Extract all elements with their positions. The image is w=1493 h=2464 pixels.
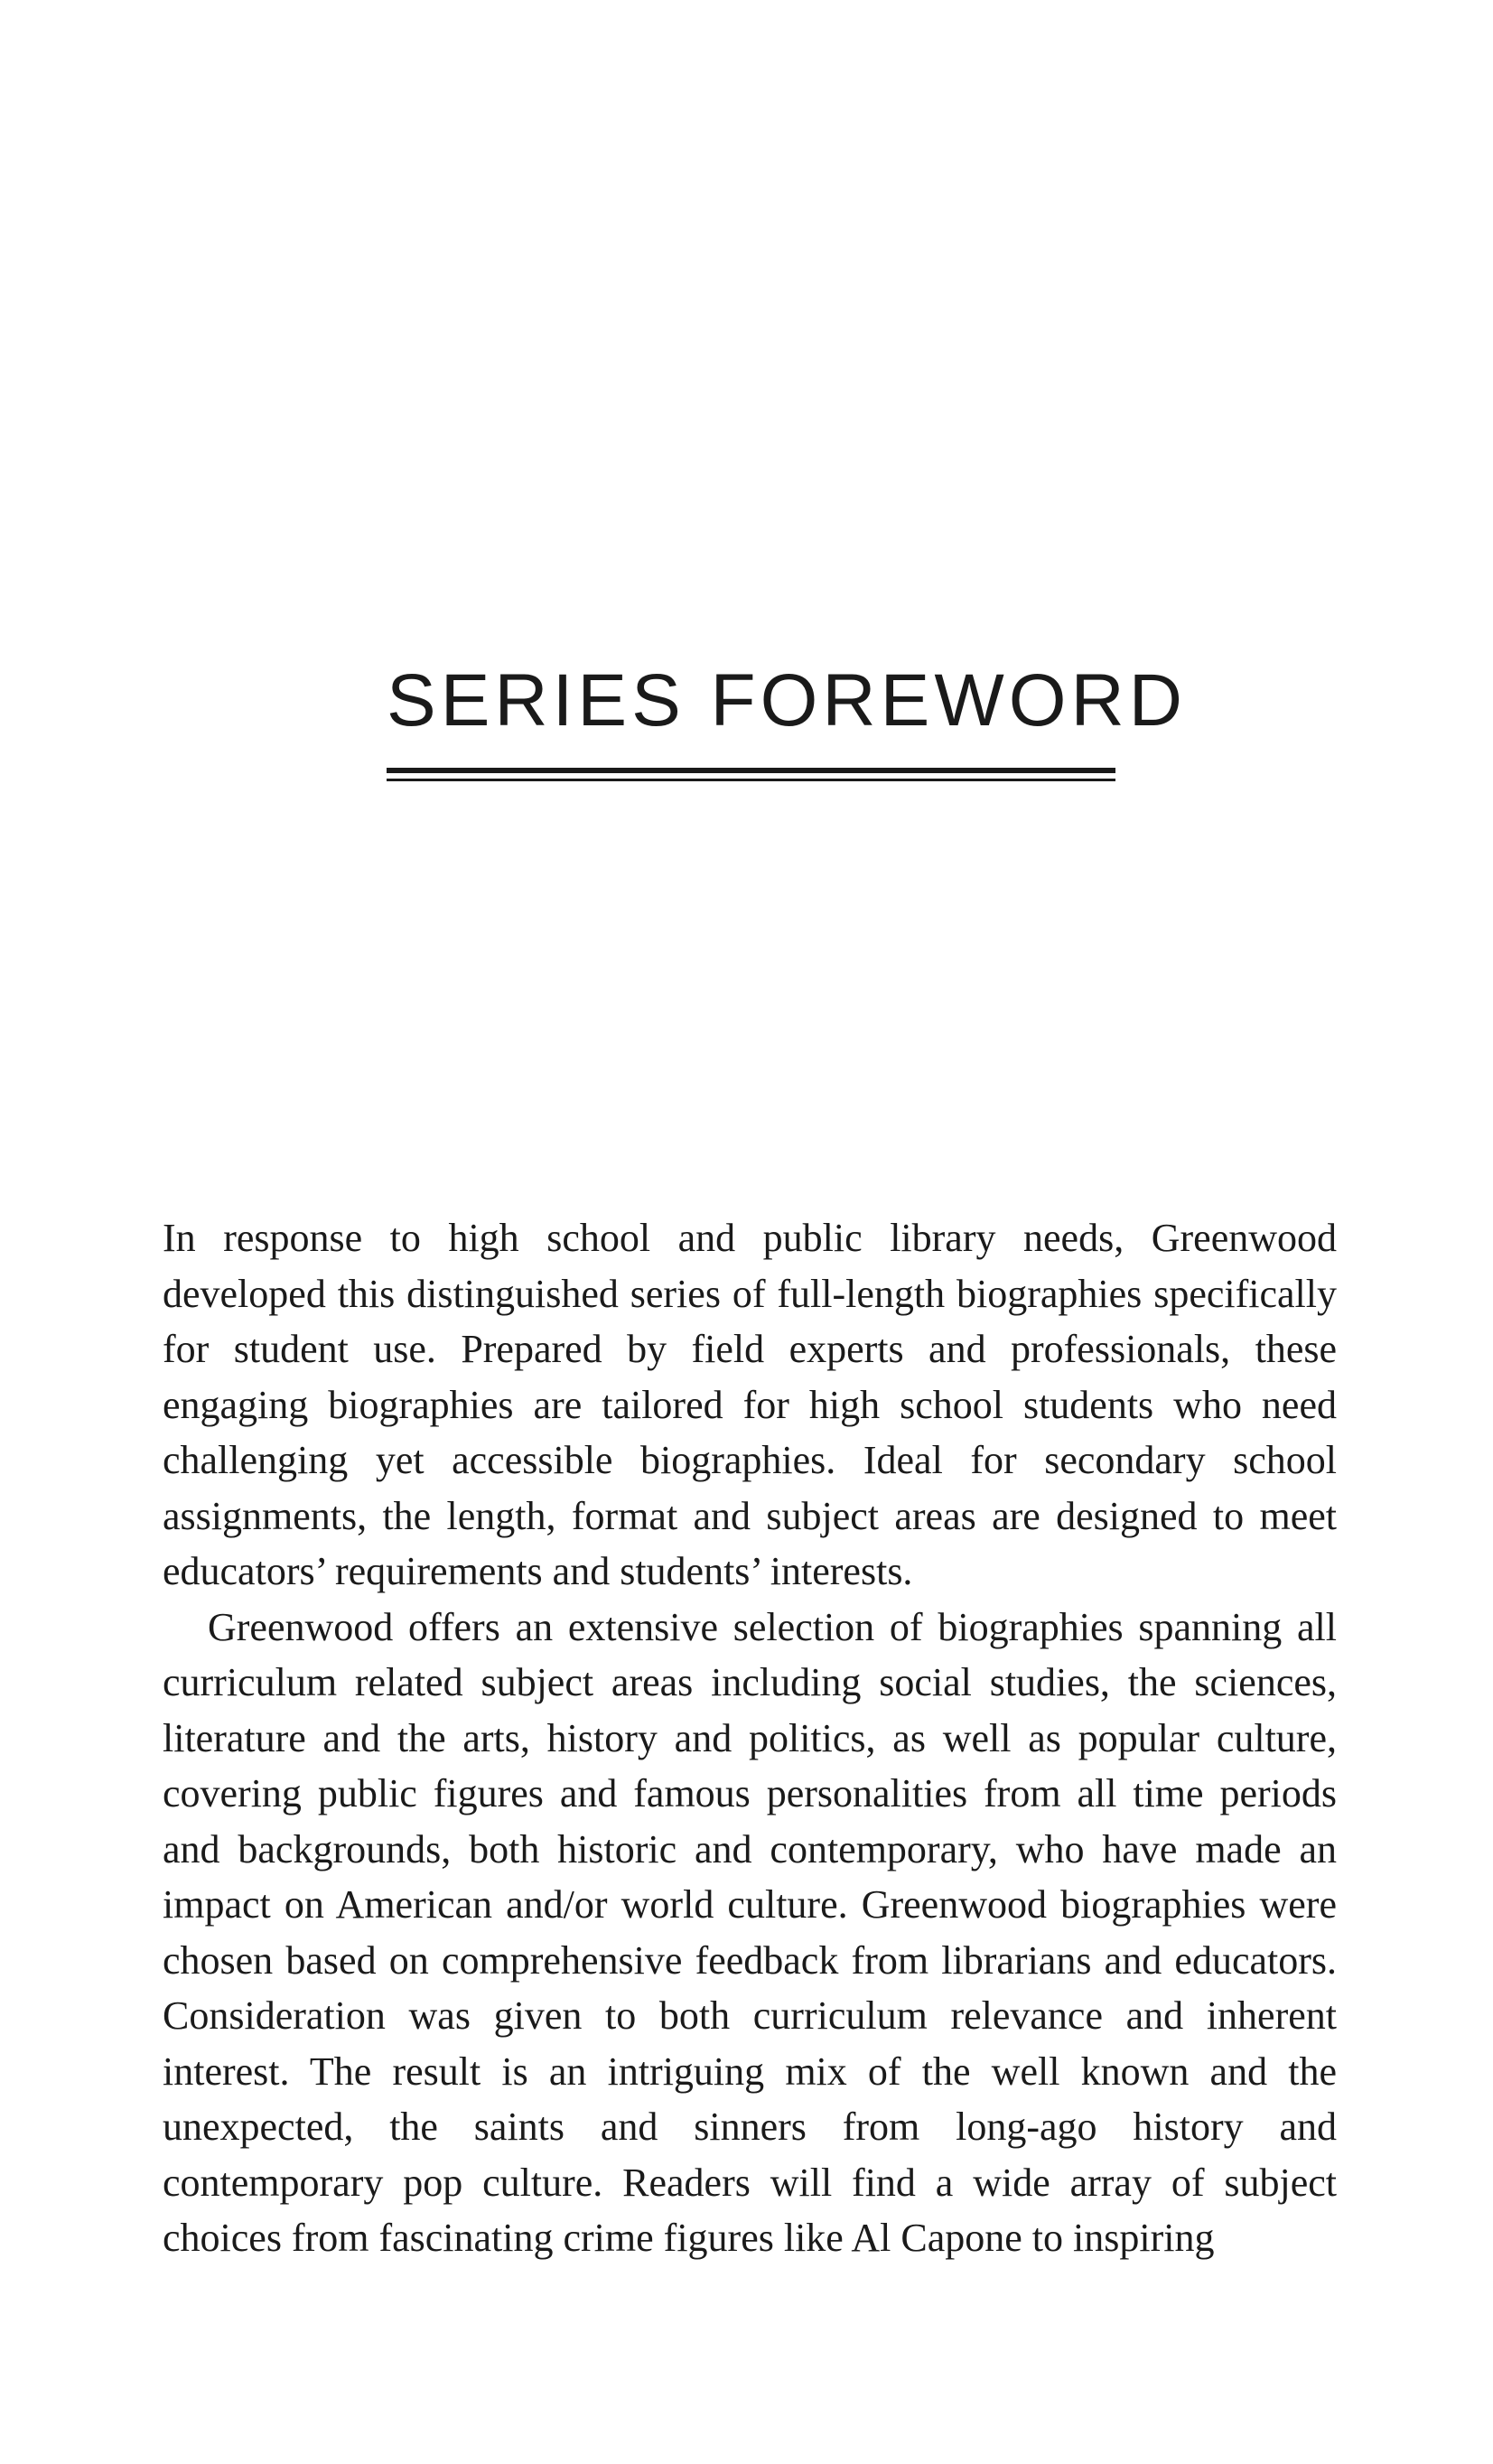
paragraph-2: Greenwood offers an extensive selection of biographies spanning all curriculum related subject areas including social studies, the sciences, literature and the arts, history and politics, as well as popular culture, covering public figures and famous personalities from all time periods and backgrounds, both historic and contemporary, who have made an impact on American and/or world culture. Greenwood biographies were chosen based on comprehensive feedback from librarians and educators. Consideration was given to both curriculum relevance and inherent interest. The result is an intriguing mix of the well known and the unexpected, the saints and sinners from long-ago history and contemporary pop culture. Readers will find a wide array of subject choices from fascinating crime figures like Al Capone to inspiring bbox=[163, 1604, 1337, 2260]
title-rule-thin bbox=[387, 779, 1115, 781]
page-title: SERIES FOREWORD bbox=[387, 659, 1187, 742]
paragraph-1: In response to high school and public library needs, Greenwood developed this distinguished series of full-length biographies specifically for student use. Prepared by field experts and professionals, these engaging biographies are tailored for high school students who need challenging yet accessible biographies. Ideal for secondary school assignments, the length, format and subject areas are designed to meet educators’ requirements and students’ interests. bbox=[163, 1216, 1337, 1593]
body-text bbox=[163, 1210, 1337, 2266]
title-block bbox=[387, 659, 1187, 742]
title-rule-thick bbox=[387, 768, 1115, 773]
